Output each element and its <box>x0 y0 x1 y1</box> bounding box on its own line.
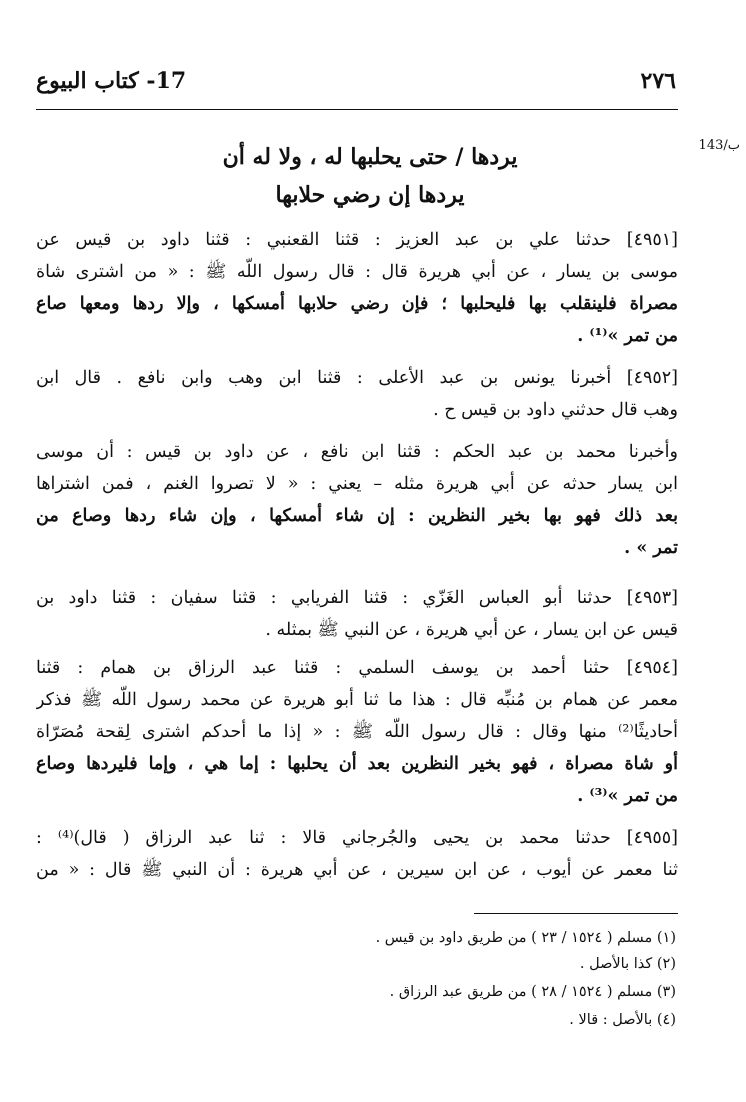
text-line: موسى بن يسار ، عن أبي هريرة قال : قال رسول اللّه ﷺ : « من اشترى شاة <box>36 262 678 282</box>
text-line: قيس عن ابن يسار ، عن أبي هريرة ، عن النبي ﷺ بمثله . <box>265 620 678 640</box>
footnotes-rule <box>474 913 678 914</box>
margin-manuscript-note: 143/ب <box>698 138 740 153</box>
text-line: ثنا معمر عن أيوب ، عن ابن سيرين ، عن أبي هريرة : أن النبي ﷺ قال : « من <box>36 860 678 880</box>
text-line: أحاديثًا⁽²⁾ منها وقال : قال رسول اللّه ﷺ : « إذا ما أحدكم اشترى لِقحة مُصَرّاة <box>36 722 678 742</box>
text-line: بعد ذلك فهو بها بخير النظرين : إن شاء أمسكها ، وإن شاء ردها وصاع من <box>36 506 678 526</box>
footnote: (١) مسلم ( ١٥٢٤ / ٢٣ ) من طريق داود بن قيس . <box>375 930 676 946</box>
text-line: من تمر »⁽¹⁾ . <box>577 326 678 346</box>
footnote: (٣) مسلم ( ١٥٢٤ / ٢٨ ) من طريق عبد الرزاق . <box>389 984 676 1000</box>
page-number: ٢٧٦ <box>640 68 676 94</box>
text-line: وأخبرنا محمد بن عبد الحكم : قثنا ابن نافع ، عن داود بن قيس : أن موسى <box>36 442 678 462</box>
text-line: من تمر »⁽³⁾ . <box>577 786 678 806</box>
text-line: [٤٩٥٥] حدثنا محمد بن يحيى والجُرجاني قالا : ثنا عبد الرزاق ( قال)⁽⁴⁾ : <box>36 828 678 848</box>
footnote: (٢) كذا بالأصل . <box>579 956 676 972</box>
text-line: [٤٩٥١] حدثنا علي بن عبد العزيز : قثنا القعنبي : قثنا داود بن قيس عن <box>36 230 678 250</box>
chapter-heading-line-2: يردها إن رضي حلابها <box>275 182 465 208</box>
text-line: [٤٩٥٣] حدثنا أبو العباس الغَزّي : قثنا الفريابي : قثنا سفيان : قثنا داود بن <box>36 588 678 608</box>
text-line: أو شاة مصراة ، فهو بخير النظرين بعد أن يحلبها : إما هي ، وإما فليردها وصاع <box>36 754 678 774</box>
text-line: ابن يسار حدثه عن أبي هريرة مثله – يعني : « لا تصروا الغنم ، فمن اشتراها <box>36 474 678 494</box>
text-line: [٤٩٥٢] أخبرنا يونس بن عبد الأعلى : قثنا ابن وهب وابن نافع . قال ابن <box>36 368 678 388</box>
footnote: (٤) بالأصل : قالا . <box>569 1012 676 1028</box>
text-line: [٤٩٥٤] حثنا أحمد بن يوسف السلمي : قثنا عبد الرزاق بن همام : قثنا <box>36 658 678 678</box>
text-line: تمر » . <box>624 538 678 558</box>
running-head <box>36 68 676 96</box>
chapter-heading-line-1: يردها / حتى يحلبها له ، ولا له أن <box>222 144 518 170</box>
text-line: مصراة فلينقلب بها فليحلبها ؛ فإن رضي حلابها أمسكها ، وإلا ردها ومعها صاع <box>36 294 678 314</box>
text-line: وهب قال حدثني داود بن قيس ح . <box>433 400 678 420</box>
text-line: معمر عن همام بن مُنبِّه قال : هذا ما ثنا أبو هريرة عن محمد رسول اللّه ﷺ فذكر <box>36 690 678 710</box>
header-rule <box>36 109 678 110</box>
book-title: 17- كتاب البيوع <box>36 68 187 94</box>
